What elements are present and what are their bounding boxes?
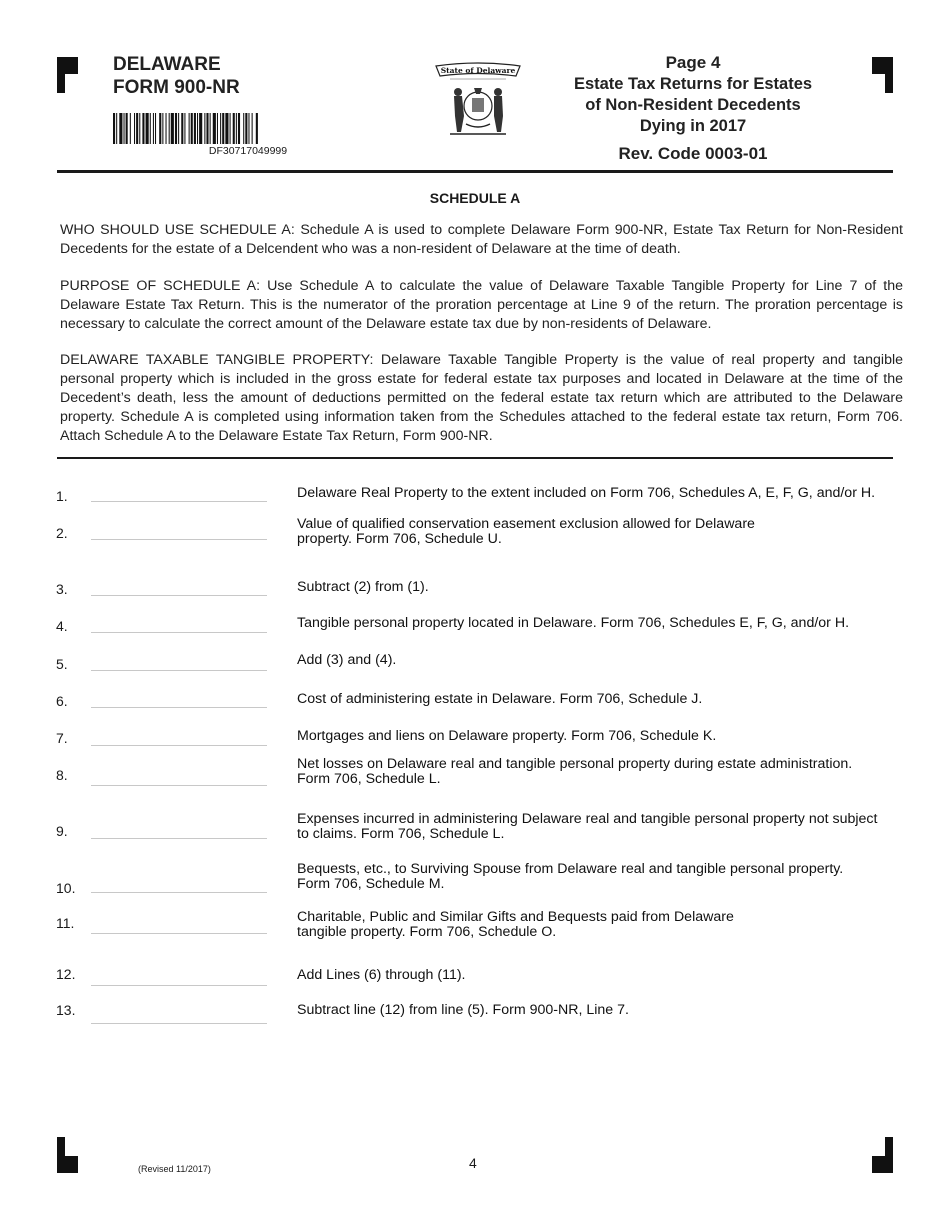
barcode-bar [210, 113, 211, 144]
corner-mark-top-left-h [57, 57, 78, 74]
barcode-bar [136, 113, 138, 144]
barcode-bar [150, 113, 151, 144]
line-description: Value of qualified conservation easement exclusion allowed for Delaware property. Form 706, Schedule U. [297, 516, 755, 547]
corner-mark-bottom-right-h [872, 1156, 893, 1173]
corner-mark-bottom-left-h [57, 1156, 78, 1173]
schedule-title: SCHEDULE A [429, 190, 521, 206]
barcode-bar [191, 113, 193, 144]
line-7-amount-field[interactable] [91, 745, 267, 746]
line-5-amount-field[interactable] [91, 670, 267, 671]
barcode-bar [197, 113, 198, 144]
line-description: Cost of administering estate in Delaware. Form 706, Schedule J. [297, 691, 703, 707]
svg-text:State of Delaware: State of Delaware [440, 66, 516, 75]
line-description: Bequests, etc., to Surviving Spouse from Delaware real and tangible personal property. Form 706, Schedule M. [297, 861, 844, 892]
line-description: Subtract (2) from (1). [297, 579, 429, 595]
page-number: 4 [469, 1155, 477, 1171]
corner-mark-top-right-h [872, 57, 893, 74]
barcode-bar [116, 113, 117, 144]
state-name: DELAWARE [113, 54, 221, 75]
barcode-bar [233, 113, 235, 144]
state-seal-logo [430, 58, 526, 138]
rev-code: Rev. Code 0003-01 [618, 144, 768, 163]
form-number: FORM 900-NR [113, 77, 240, 98]
section-divider [57, 457, 893, 459]
line-description: Subtract line (12) from line (5). Form 900-NR, Line 7. [297, 1002, 629, 1018]
line-number: 11. [56, 915, 75, 931]
title-line-1: Estate Tax Returns for Estates [573, 75, 813, 93]
barcode-bar [153, 113, 154, 144]
barcode-bar [222, 113, 224, 144]
barcode-bar [243, 113, 244, 144]
barcode-bar [178, 113, 179, 144]
revised-date: (Revised 11/2017) [138, 1164, 211, 1174]
taxable-property-paragraph: DELAWARE TAXABLE TANGIBLE PROPERTY: Delaware Taxable Tangible Property is the value of real property and tangible personal property which is included in the gross estate for federal estate tax purposes and located in Delaware at the time of the Decedent’s death, less the amount of deductions permitted on the federal estate tax return which are attributed to the Delaware property. Schedule A is completed using information taken from the Schedules attached to the federal estate tax return, Form 706. Attach Schedule A to the Delaware Estate Tax Return, Form 900-NR. [60, 352, 903, 444]
line-number: 3. [56, 581, 68, 597]
barcode-bar [225, 113, 228, 144]
barcode-bar [217, 113, 218, 144]
line-description: Charitable, Public and Similar Gifts and Bequests paid from Delaware tangible property. Form 706, Schedule O. [297, 909, 734, 940]
line-number: 1. [56, 488, 68, 504]
barcode-bar [171, 113, 174, 144]
line-number: 5. [56, 656, 68, 672]
barcode-bar [119, 113, 122, 144]
line-number: 13. [56, 1002, 76, 1018]
form-identity [113, 53, 240, 99]
barcode-bar [194, 113, 196, 144]
barcode-bar [252, 113, 253, 144]
line-description: Add Lines (6) through (11). [297, 967, 466, 983]
who-should-use-paragraph: WHO SHOULD USE SCHEDULE A: Schedule A is used to complete Delaware Form 900-NR, Estate Tax Return for Non-Resident Decedents for the estate of a Delcendent who was a non-resident of Delaware at the time of death. [60, 222, 903, 257]
barcode-bar [238, 113, 240, 144]
purpose-paragraph: PURPOSE OF SCHEDULE A: Use Schedule A to calculate the value of Delaware Taxable Tangible Property for Line 7 of the Delaware Estate Tax Return. This is the numerator of the proration percentage at Line 9 of the return. The proration percentage is necessary to calculate the correct amount of the Delaware estate tax due by non-residents of Delaware. [60, 278, 903, 332]
line-11-amount-field[interactable] [91, 933, 267, 934]
barcode-bar [199, 113, 202, 144]
line-description: Expenses incurred in administering Delaware real and tangible personal property not subject to claims. Form 706, Schedule L. [297, 811, 878, 842]
barcode-bar [236, 113, 237, 144]
line-1-amount-field[interactable] [91, 501, 267, 502]
line-number: 2. [56, 525, 68, 541]
barcode-bar [256, 113, 258, 144]
barcode-bar [124, 113, 125, 144]
barcode-bar [146, 113, 149, 144]
barcode-bar [230, 113, 231, 144]
barcode-bar [189, 113, 190, 144]
line-13-amount-field[interactable] [91, 1023, 267, 1024]
line-10-amount-field[interactable] [91, 892, 267, 893]
barcode-bar [142, 113, 144, 144]
line-4-amount-field[interactable] [91, 632, 267, 633]
line-number: 10. [56, 880, 76, 896]
line-number: 8. [56, 767, 68, 783]
barcode-bar [204, 113, 205, 144]
barcode-bar [126, 113, 128, 144]
barcode-bar [166, 113, 167, 144]
line-number: 6. [56, 693, 68, 709]
barcode-bar [248, 113, 249, 144]
header-divider [57, 170, 893, 173]
header-title-block [548, 52, 838, 165]
barcode-bar [169, 113, 170, 144]
line-number: 9. [56, 823, 68, 839]
line-8-amount-field[interactable] [91, 785, 267, 786]
barcode-bar [155, 113, 156, 144]
barcode-bar [162, 113, 163, 144]
line-description: Tangible personal property located in Delaware. Form 706, Schedules E, F, G, and/or H. [297, 615, 850, 631]
barcode-bar [220, 113, 221, 144]
barcode-bar [113, 113, 115, 144]
page-label: Page 4 [665, 53, 721, 72]
title-line-2: of Non-Resident Decedents [585, 96, 801, 114]
line-9-amount-field[interactable] [91, 838, 267, 839]
line-2-amount-field[interactable] [91, 539, 267, 540]
line-number: 4. [56, 618, 68, 634]
title-line-3: Dying in 2017 [639, 117, 747, 135]
line-description: Delaware Real Property to the extent included on Form 706, Schedules A, E, F, G, and/or H. [297, 485, 876, 501]
barcode-bar [245, 113, 247, 144]
barcode-bar [206, 113, 208, 144]
barcode-bar [139, 113, 140, 144]
barcode-bar [130, 113, 131, 144]
line-12-amount-field[interactable] [91, 985, 267, 986]
barcode-bar [134, 113, 135, 144]
barcode [113, 113, 383, 144]
line-number: 12. [56, 966, 76, 982]
line-number: 7. [56, 730, 68, 746]
barcode-number: DF30717049999 [208, 145, 288, 157]
line-3-amount-field[interactable] [91, 595, 267, 596]
barcode-bar [213, 113, 216, 144]
line-6-amount-field[interactable] [91, 707, 267, 708]
line-description: Mortgages and liens on Delaware property. Form 706, Schedule K. [297, 728, 717, 744]
barcode-bar [184, 113, 185, 144]
line-description: Net losses on Delaware real and tangible personal property during estate administration. Form 706, Schedule L. [297, 756, 853, 787]
barcode-bar [181, 113, 183, 144]
line-description: Add (3) and (4). [297, 652, 397, 668]
barcode-bar [175, 113, 177, 144]
barcode-bar [159, 113, 161, 144]
